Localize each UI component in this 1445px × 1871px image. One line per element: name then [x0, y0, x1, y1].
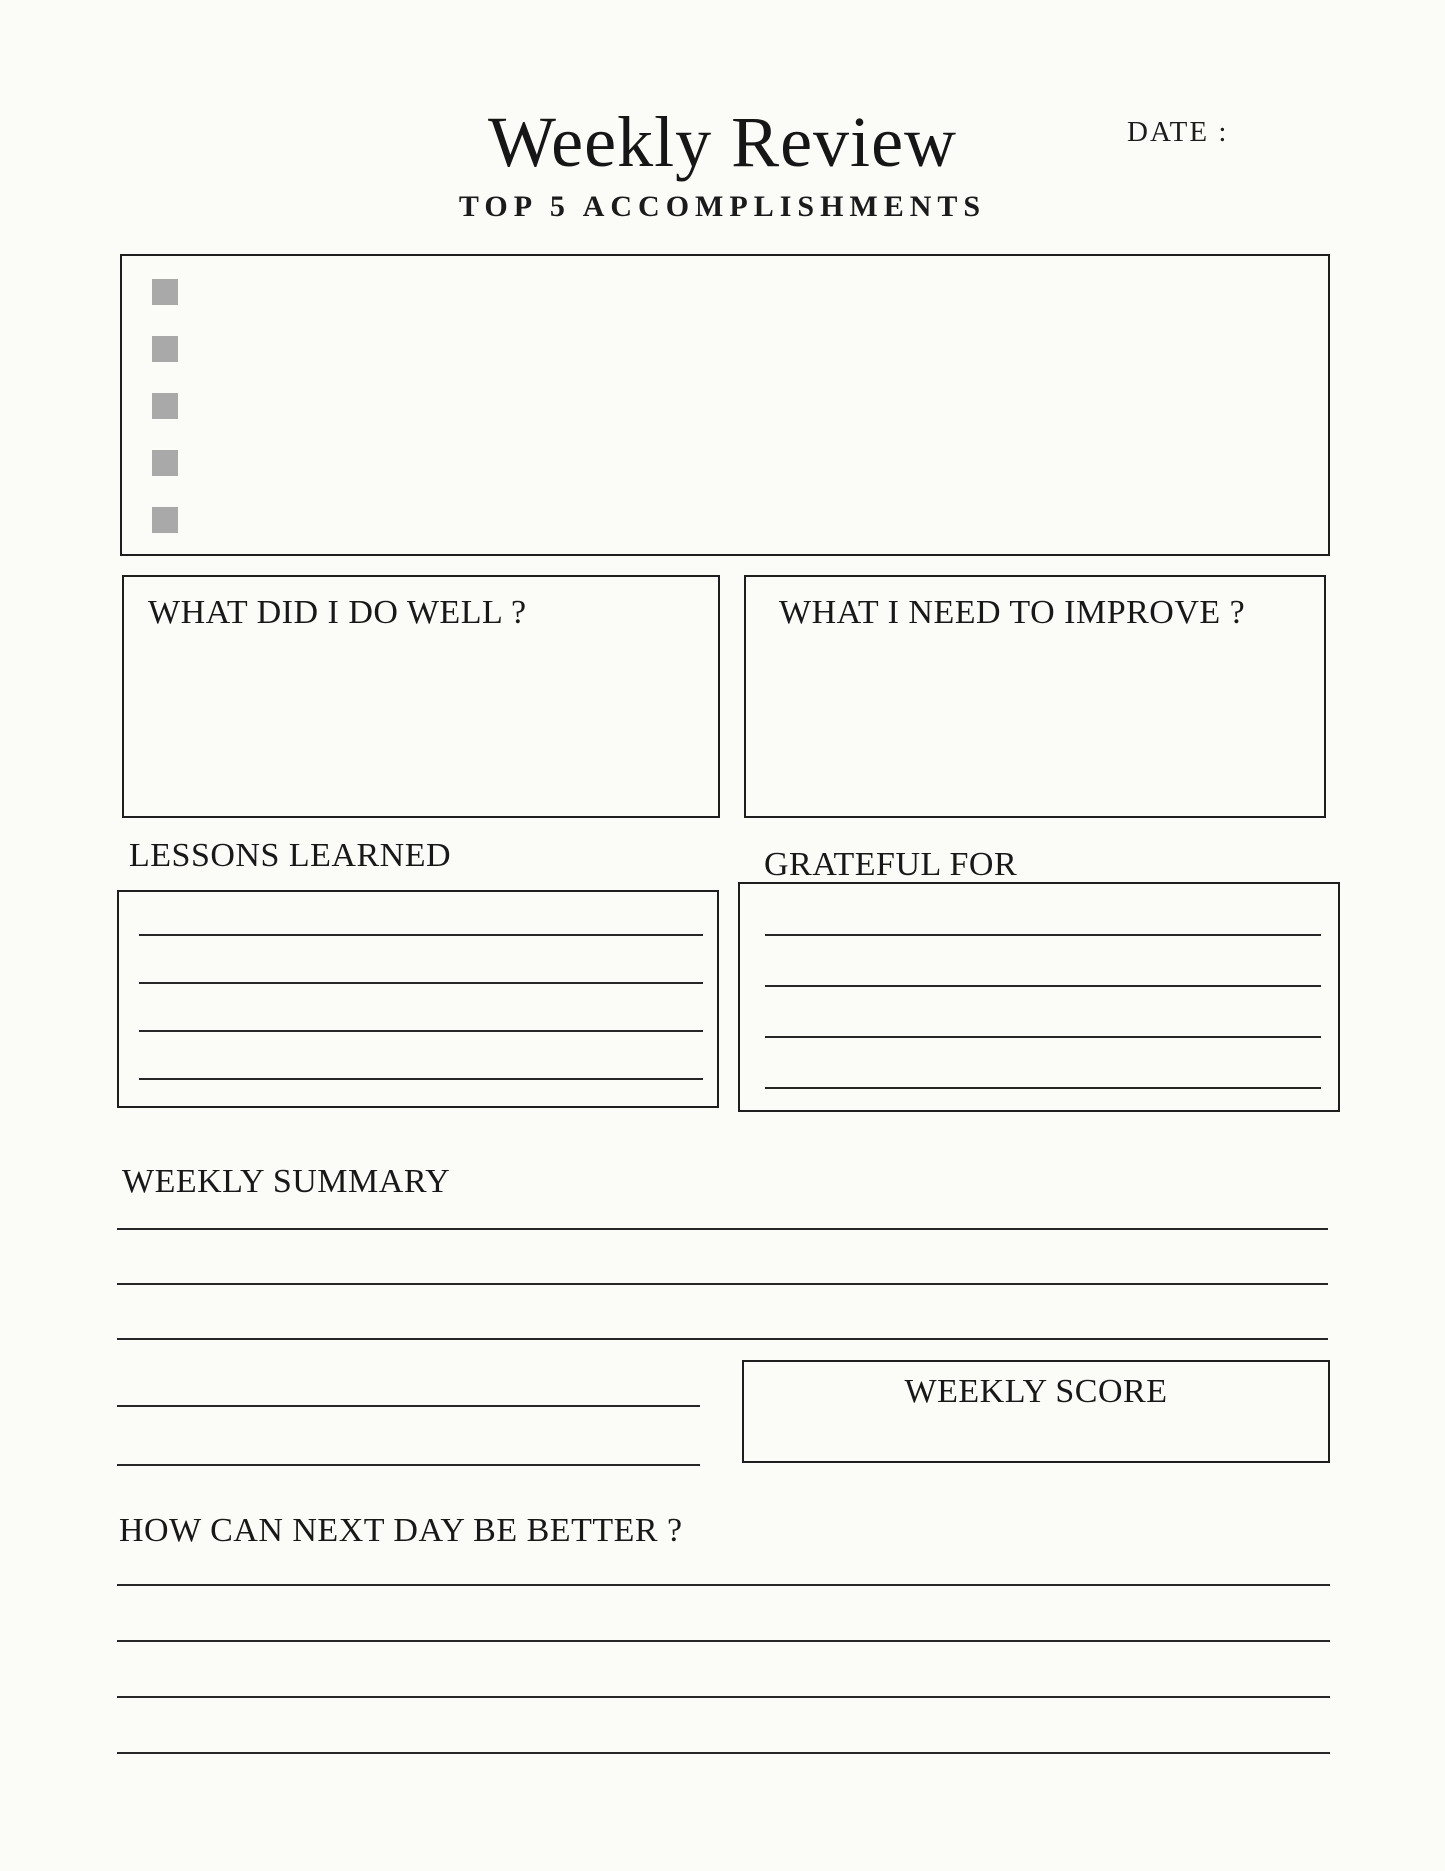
accomplishment-checkbox[interactable]: [152, 393, 178, 419]
grateful-for-label: GRATEFUL FOR: [764, 846, 1018, 883]
writing-line: [117, 1752, 1330, 1754]
weekly-score-input-area[interactable]: [742, 1360, 1330, 1463]
writing-line: [139, 1078, 703, 1080]
grateful-for-input-area[interactable]: [738, 882, 1340, 1112]
lessons-learned-input-area[interactable]: [117, 890, 719, 1108]
writing-line: [765, 934, 1321, 936]
did-well-input-area[interactable]: [122, 575, 720, 818]
writing-line: [117, 1228, 1328, 1230]
writing-line: [139, 1030, 703, 1032]
writing-line: [765, 1036, 1321, 1038]
writing-line: [765, 985, 1321, 987]
page-subtitle: TOP 5 ACCOMPLISHMENTS: [458, 190, 987, 223]
improve-input-area[interactable]: [744, 575, 1326, 818]
lessons-learned-label: LESSONS LEARNED: [129, 837, 452, 874]
writing-line: [765, 1087, 1321, 1089]
writing-line: [117, 1640, 1330, 1642]
writing-line: [139, 934, 703, 936]
did-well-label: WHAT DID I DO WELL ?: [148, 594, 527, 631]
weekly-score-label: WEEKLY SCORE: [904, 1373, 1168, 1410]
improve-label: WHAT I NEED TO IMPROVE ?: [779, 594, 1246, 631]
writing-line: [117, 1584, 1330, 1586]
accomplishment-checkbox[interactable]: [152, 336, 178, 362]
writing-line: [117, 1338, 1328, 1340]
writing-line: [117, 1696, 1330, 1698]
weekly-summary-label: WEEKLY SUMMARY: [122, 1163, 451, 1200]
writing-line: [117, 1283, 1328, 1285]
next-day-better-input-area[interactable]: [117, 1584, 1330, 1808]
writing-line: [117, 1464, 700, 1466]
accomplishment-checkbox[interactable]: [152, 507, 178, 533]
accomplishment-checkbox[interactable]: [152, 279, 178, 305]
page-title: Weekly Review: [487, 102, 958, 182]
accomplishment-checkbox[interactable]: [152, 450, 178, 476]
accomplishments-input-area[interactable]: [120, 254, 1330, 556]
writing-line: [139, 982, 703, 984]
date-label: DATE :: [1127, 116, 1229, 148]
writing-line: [117, 1405, 700, 1407]
next-day-better-label: HOW CAN NEXT DAY BE BETTER ?: [119, 1512, 683, 1549]
weekly-summary-short-lines-area[interactable]: [117, 1405, 700, 1523]
